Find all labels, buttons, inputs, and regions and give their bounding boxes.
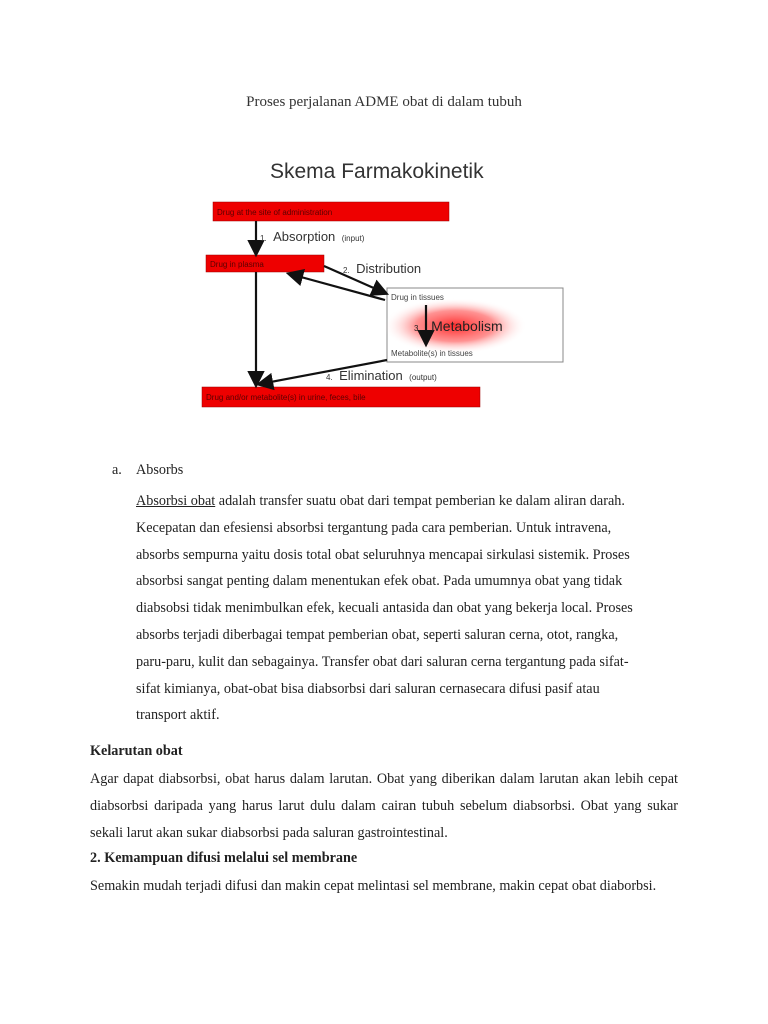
step-distribution-text: Distribution: [356, 261, 422, 276]
body-line-7: paru-paru, kulit dan sebagainya. Transfer obat dari saluran cerna tergantung pada sifat-: [136, 653, 629, 670]
body-line-8: sifat kimianya, obat-obat bisa diabsorbsi dari saluran cernasecara difusi pasif atau: [136, 680, 600, 697]
section-a-body: [136, 488, 676, 729]
pharmacokinetic-diagram: [180, 148, 600, 448]
body-line-4: absorbsi sangat penting dalam menentukan efek obat. Pada umumnya obat yang tidak: [136, 573, 623, 590]
section-a-heading: Absorbs: [136, 462, 184, 478]
step-absorption-note: (input): [341, 234, 365, 243]
step-distribution-num: 2.: [343, 266, 350, 275]
kemampuan-text: Semakin mudah terjadi difusi dan makin cepat melintasi sel membrane, makin cepat obat diaborbsi.: [90, 878, 657, 894]
kelarutan-title: Kelarutan obat: [90, 743, 183, 759]
step-absorption-num: 1.: [260, 234, 267, 243]
body-line-6: absorbs terjadi diberbagai tempat pemberian obat, seperti saluran cerna, otot, rangka,: [136, 626, 619, 643]
body-line-5: diabsobsi tidak menimbulkan efek, kecuali antasida dan obat yang bekerja local. Proses: [136, 600, 633, 617]
body-line-9: transport aktif.: [136, 707, 220, 724]
step-distribution-label: [343, 260, 421, 277]
body-line-2: Kecepatan dan efesiensi absorbsi tergantung pada cara pemberian. Untuk intravena,: [136, 519, 612, 536]
section-kemampuan: [90, 847, 678, 900]
box-plasma-label: Drug in plasma: [210, 260, 264, 269]
step-absorption-text: Absorption: [273, 229, 336, 244]
step-elimination-text: Elimination: [339, 368, 403, 383]
step-metabolism-text: Metabolism: [431, 318, 503, 334]
step-metabolism-num: 3.: [414, 324, 421, 333]
box-metabolites-label: Metabolite(s) in tissues: [391, 349, 473, 358]
lead-term: Absorbsi obat: [136, 493, 216, 509]
diagram-svg: [180, 148, 600, 448]
step-elimination-note: (output): [409, 373, 437, 382]
body-line-3: absorbs sempurna yaitu dosis total obat seluruhnya mencapai sirkulasi sistemik. Proses: [136, 546, 630, 563]
step-elimination-label: [326, 367, 437, 384]
section-kelarutan: [90, 740, 678, 847]
step-absorption-label: [260, 228, 365, 245]
step-elimination-num: 4.: [326, 373, 333, 382]
box-excreted-label: Drug and/or metabolite(s) in urine, feces, bile: [206, 393, 366, 402]
diagram-heading: Skema Farmakokinetik: [270, 160, 484, 183]
kemampuan-title: 2. Kemampuan difusi melalui sel membrane: [90, 850, 358, 866]
kelarutan-text: Agar dapat diabsorbsi, obat harus dalam larutan. Obat yang diberikan dalam larutan akan lebih cepat diabsorbsi daripada yang harus larut dulu dalam cairan tubuh sebelum diabsorbsi. Obat yang sukar sekali larut akan sukar diabsorbsi pada saluran gastrointestinal.: [90, 771, 678, 841]
box-site-label: Drug at the site of administration: [217, 208, 333, 217]
body-line-1-text: adalah transfer suatu obat dari tempat pemberian ke dalam aliran darah.: [215, 493, 625, 509]
list-marker: a.: [112, 462, 122, 478]
body-line-1: [136, 488, 676, 515]
page-title: Proses perjalanan ADME obat di dalam tubuh: [246, 94, 522, 110]
box-tissues-label: Drug in tissues: [391, 293, 444, 302]
